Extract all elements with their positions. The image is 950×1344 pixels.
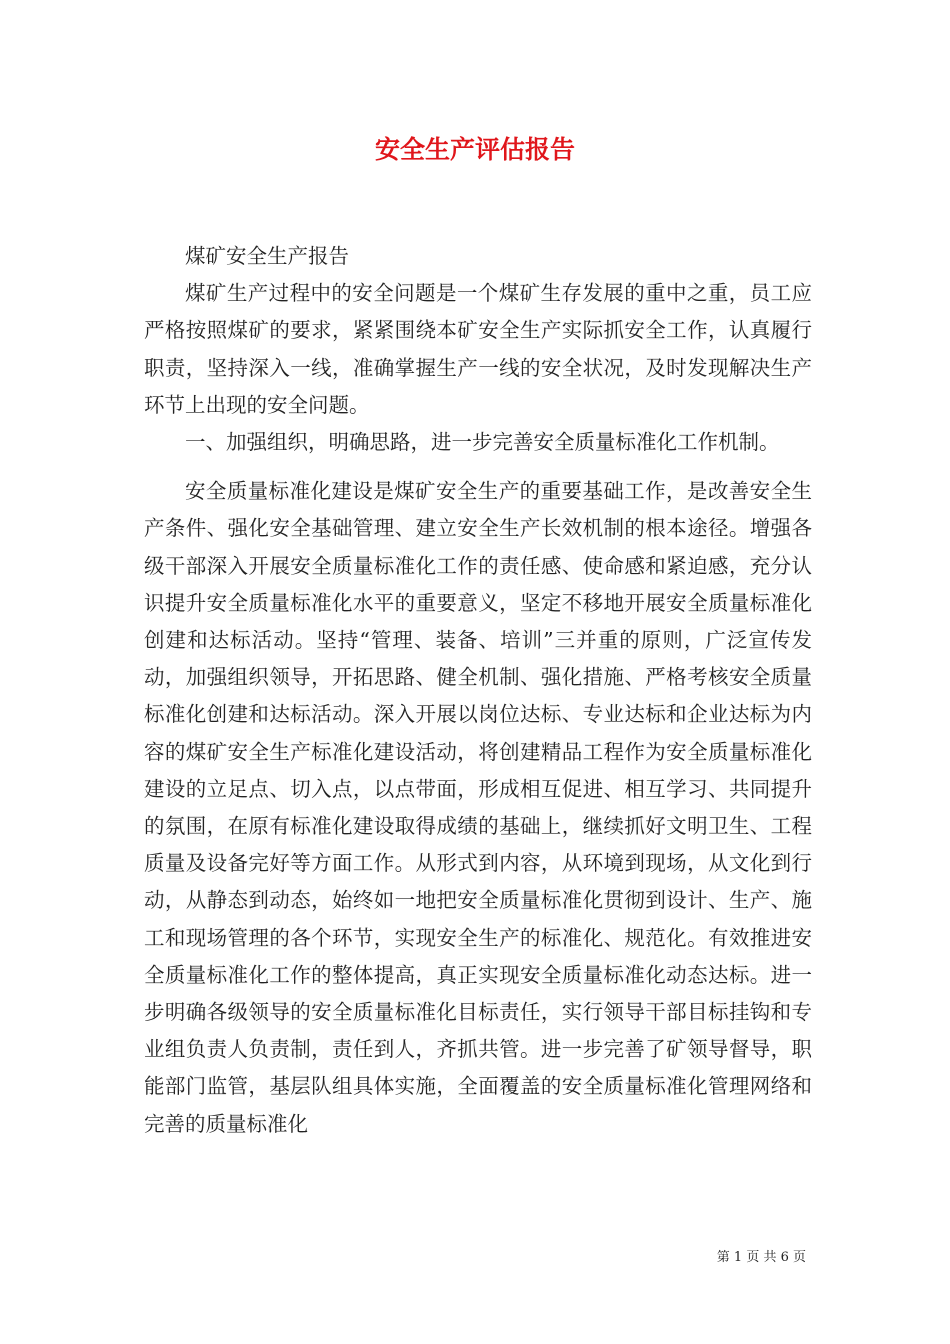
page-number: 第 1 页 共 6 页 [716,1250,806,1265]
document-subtitle: 煤矿安全生产报告 [185,244,349,268]
document-body [144,238,812,1143]
document-title: 安全生产评估报告 [374,135,575,164]
paragraph-standardization: 安全质量标准化建设是煤矿安全生产的重要基础工作，是改善安全生产条件、强化安全基础管理、建立安全生产长效机制的根本途径。增强各级干部深入开展安全质量标准化工作的责任感、使命感和紧迫感，充分认识提升安全质量标准化水平的重要意义，坚定不移地开展安全质量标准化创建和达标活动。坚持“管理、装备、培训”三并重的原则，广泛宣传发动，加强组织领导，开拓思路、健全机制、强化措施、严格考核安全质量标准化创建和达标活动。深入开展以岗位达标、专业达标和企业达标为内容的煤矿安全生产标准化建设活动，将创建精品工程作为安全质量标准化建设的立足点、切入点，以点带面，形成相互促进、相互学习、共同提升的氛围，在原有标准化建设取得成绩的基础上，继续抓好文明卫生、工程质量及设备完好等方面工作。从形式到内容，从环境到现场，从文化到行动，从静态到动态，始终如一地把安全质量标准化贯彻到设计、生产、施工和现场管理的各个环节，实现安全生产的标准化、规范化。有效推进安全质量标准化工作的整体提高，真正实现安全质量标准化动态达标。进一步明确各级领导的安全质量标准化目标责任，实行领导干部目标挂钩和专业组负责人负责制，责任到人，齐抓共管。进一步完善了矿领导督导，职能部门监管，基层队组具体实施，全面覆盖的安全质量标准化管理网络和完善的质量标准化 [144,479,812,1136]
paragraph-heading-one: 一、加强组织，明确思路，进一步完善安全质量标准化工作机制。 [185,430,780,455]
paragraph-intro: 煤矿生产过程中的安全问题是一个煤矿生存发展的重中之重，员工应严格按照煤矿的要求，紧紧围绕本矿安全生产实际抓安全工作，认真履行职责，坚持深入一线，准确掌握生产一线的安全状况，及时发现解决生产环节上出现的安全问题。 [144,281,812,417]
